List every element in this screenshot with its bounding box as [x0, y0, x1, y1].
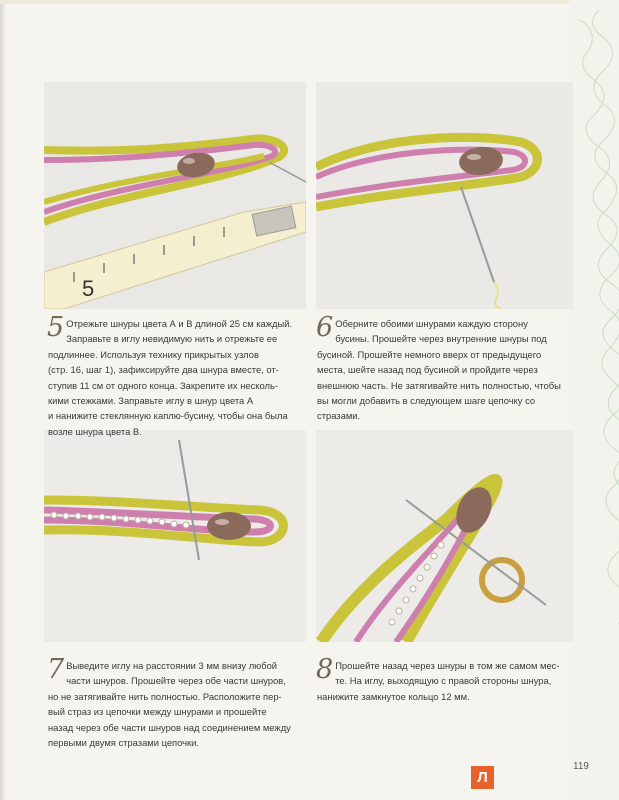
step-line: места, шейте назад под бусиной и пройдите через: [317, 364, 538, 376]
step-line: ступив 11 см от одного конца. Закрепите их несколь-: [48, 379, 278, 391]
step-line: вый страз из цепочки между шнурами и прошейте: [48, 706, 267, 718]
step-line: но не затягивайте нить полностью. Расположите пер-: [48, 690, 282, 702]
step-7-instructions: [47, 654, 310, 750]
publisher-logo: Л: [471, 766, 494, 789]
step-line: возле шнура цвета В.: [48, 425, 142, 437]
step-line: вы могли добавить в следующем шаге цепочку со: [317, 395, 536, 407]
step-line: и нанижите стеклянную каплю-бусину, чтобы она была: [48, 410, 288, 422]
step-number: 6: [316, 312, 334, 343]
step-5-photo: [44, 82, 306, 309]
step-line: подлиннее. Используя технику прикрытых узлов: [48, 348, 259, 360]
step-8-instructions: [316, 654, 577, 704]
step-line: бусины. Прошейте через внутренние шнуры под: [335, 333, 547, 345]
step-line: стразами.: [317, 410, 361, 422]
step-line: части шнуров. Прошейте через обе части шнуров,: [66, 675, 286, 687]
step-number: 8: [316, 654, 334, 685]
step-line: внешнюю часть. Не затягивайте нить полностью, чтобы: [317, 379, 561, 391]
step-line: Выведите иглу на расстоянии 3 мм внизу любой: [66, 660, 278, 671]
step-6-instructions: [316, 312, 577, 424]
step-line: назад через обе части шнуров над соединением между: [48, 721, 291, 733]
step-7-photo: [44, 430, 306, 642]
step-line: Оберните обоими шнурами каждую сторону: [335, 318, 528, 329]
step-number: 5: [47, 312, 65, 343]
step-8-photo: [316, 430, 573, 642]
top-strip: [0, 0, 619, 4]
step-line: Заправьте в иглу невидимую нить и отрежьте ее: [66, 333, 278, 345]
page-binding-edge: [0, 0, 6, 800]
step-line: Отрежьте шнуры цвета А и В длиной 25 см каждый.: [66, 318, 293, 329]
step-5-instructions: [47, 312, 310, 439]
page-number: 119: [573, 761, 589, 772]
step-number: 7: [47, 654, 65, 685]
step-line: первыми двумя стразами цепочки.: [48, 737, 199, 749]
tape-tick-label: 5: [82, 276, 95, 301]
step-line: бусиной. Прошейте немного вверх от предыдущего: [317, 348, 542, 360]
step-line: те. На иглу, выходящую с правой стороны шнура,: [335, 675, 552, 687]
teardrop-bead: [207, 512, 251, 540]
step-line: (стр. 16, шаг 1), зафиксируйте два шнура вместе, от-: [48, 364, 279, 376]
step-6-photo: [316, 82, 573, 309]
step-line: кими стежками. Заправьте иглу в шнур цвета А: [48, 395, 254, 407]
step-line: Прошейте назад через шнуры в том же самом мес-: [335, 660, 560, 671]
step-line: нанижите замкнутое кольцо 12 мм.: [317, 690, 470, 702]
